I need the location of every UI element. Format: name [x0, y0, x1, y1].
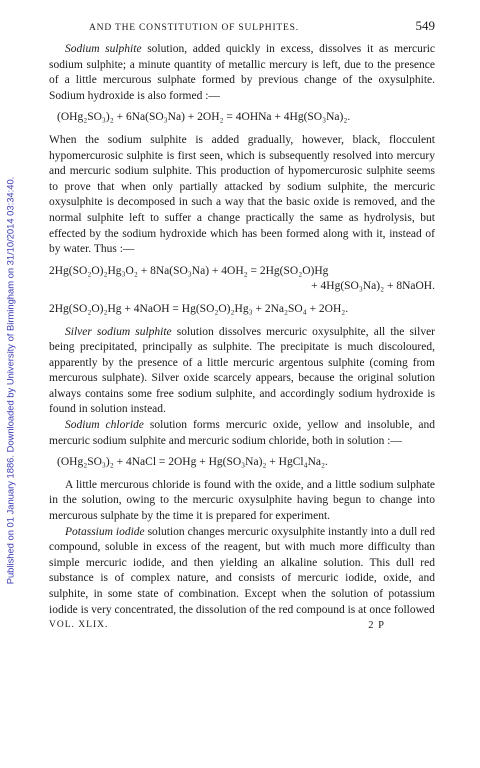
equation-2-line-1: 2Hg(SO₂O)₂Hg₃O₂ + 8Na(SO₃Na) + 4OH₂ = 2Hg(SO₂O)Hg — [49, 264, 329, 277]
paragraph-mercurous-chloride: A little mercurous chloride is found with the oxide, and a little sodium sulphate in the solution, owing to the mercuric oxysulphite having begun to change into mercurous sulphate by the time it is prepared for experiment. — [49, 478, 435, 523]
term-potassium-iodide: Potassium iodide — [65, 525, 145, 538]
paragraph-gradual-addition: When the sodium sulphite is added gradually, however, black, flocculent hypomercurosic sulphite is first seen, which is subsequently resolved into mercury and mercuric sodium sulphite. This production of hypomercurosic sulphite seems to prove that when only partially attacked by sodium sulphite, the mercuric oxysulphite is decomposed in such a way that the basic oxide is removed, and the normal sulphite left to suffer a change practically the same as hydrolysis, but effected by the sodium hydroxide which has been formed along with it, instead of by water. Thus :— — [49, 133, 435, 256]
page-header — [49, 18, 435, 42]
paragraph-text: solution changes mercuric oxysulphite instantly into a dull red compound, soluble in excess of the reagent, but with much more difficulty than simple mercuric iodide, and then yielding an alkaline solution. This dull red substance is of complex nature, and consists of mercuric iodide, oxide, and sulphite, in some state of combination. Except when the solution of potassium iodide is very concentrated, the dissolution of the red compound is at once followed — [49, 525, 435, 616]
equation-4: (OHg₂SO₃)₂ + 4NaCl = 2OHg + Hg(SO₃Na)₂ + HgCl₄Na₂. — [57, 456, 328, 469]
paragraph-silver-sodium-sulphite — [49, 325, 435, 419]
page-footer — [49, 620, 435, 631]
paragraph-text: solution dissolves mercuric oxysulphite, all the silver being precipitated, principally as sulphite. The precipitate is much discoloured, apparently by the presence of a little mercuric argentous sulphite (coming from mercurous sulphate). Silver oxide scarcely appears, because the original solution always contains some free sodium sulphite, and accordingly sodium hydroxide is found in solution instead. — [49, 325, 436, 416]
paragraph-text: solution, added quickly in excess, dissolves it as mercuric sodium sulphite; a minute quantity of metallic mercury is left, due to the presence of a little mercurous sulphate formed by previous change of the oxysulphite. Sodium hydroxide is also formed :— — [49, 43, 435, 102]
term-sodium-sulphite: Sodium sulphite — [65, 43, 142, 55]
volume-label: VOL. XLIX. — [49, 620, 109, 631]
paragraph-text: solution forms mercuric oxide, yellow and insoluble, and mercuric sodium sulphite and mercuric sodium chloride, both in solution :— — [49, 419, 435, 447]
page-content — [49, 18, 435, 631]
download-watermark — [0, 40, 20, 720]
paragraph-sodium-chloride — [49, 418, 435, 449]
watermark-text: Published on 01 January 1886. Downloaded by University of Birmingham on 31/10/2014 03:34:40. — [4, 176, 16, 584]
paragraph-potassium-iodide — [49, 525, 435, 619]
paragraph-sodium-sulphite — [49, 42, 435, 104]
term-sodium-chloride: Sodium chloride — [65, 419, 144, 432]
equation-3: 2Hg(SO₂O)₂Hg + 4NaOH = Hg(SO₂O)₂Hg₃ + 2Na₂SO₄ + 2OH₂. — [49, 302, 349, 315]
equation-2-line-2: + 4Hg(SO₃Na)₂ + 8NaOH. — [311, 280, 435, 293]
signature-mark: 2 P — [368, 620, 385, 632]
running-title: AND THE CONSTITUTION OF SULPHITES. — [89, 23, 299, 33]
page-number: 549 — [415, 18, 435, 33]
equation-1: (OHg₂SO₃)₂ + 6Na(SO₃Na) + 2OH₂ = 4OHNa + 4Hg(SO₃Na)₂. — [57, 111, 351, 124]
term-silver-sodium-sulphite: Silver sodium sulphite — [65, 325, 172, 338]
